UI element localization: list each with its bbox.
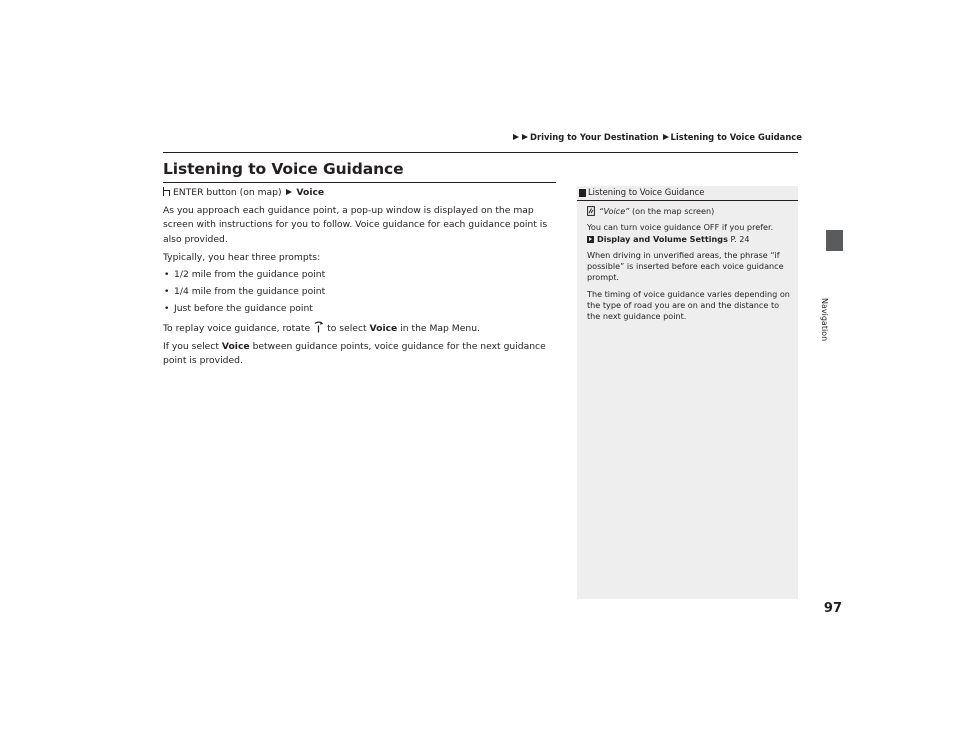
reference-arrow-icon [587, 236, 594, 243]
list-item-text: 1/4 mile from the guidance point [174, 286, 326, 298]
list-item [163, 302, 558, 316]
talk-button-icon [587, 206, 595, 216]
paragraph-popup: As you approach each guidance point, a pop-up window is displayed on the map screen with instructions for you to follow. Voice guidance for each guidance point is also provided. [163, 205, 548, 245]
bullet-icon: • [164, 303, 170, 315]
main-content [163, 160, 558, 368]
side-note-rule [577, 200, 798, 201]
list-item-text: 1/2 mile from the guidance point [174, 269, 326, 281]
reference-link[interactable]: Display and Volume Settings [597, 233, 728, 244]
path-arrow-icon [286, 189, 292, 195]
voice-command-line: “Voice” (on the map screen) [587, 206, 792, 217]
interface-dial-icon [313, 321, 324, 333]
breadcrumb-arrow-icon [663, 134, 669, 140]
side-note-title: Listening to Voice Guidance [588, 187, 705, 197]
list-item [163, 285, 558, 299]
breadcrumb-arrow-icon [513, 134, 519, 140]
page-number: 97 [823, 601, 842, 616]
note-marker-icon [579, 189, 586, 197]
menu-path-prefix: ENTER button (on map) [173, 187, 282, 198]
breadcrumb-item-driving[interactable]: Driving to Your Destination [530, 132, 659, 142]
paragraph-replay: To replay voice guidance, rotate to select Voice in the Map Menu. [163, 322, 480, 334]
home-button-icon [163, 187, 170, 196]
bullet-icon: • [164, 269, 170, 281]
note-unverified: When driving in unverified areas, the phrase “if possible” is inserted before each voice guidance prompt. [587, 249, 784, 283]
menu-path-target: Voice [296, 187, 325, 198]
side-note-body [587, 206, 792, 323]
paragraph-select-voice: If you select Voice between guidance points, voice guidance for the next guidance point is provided. [163, 340, 546, 367]
menu-path [163, 186, 558, 200]
paragraph-prompts: Typically, you hear three prompts: [163, 251, 321, 263]
note-turn-off: You can turn voice guidance OFF if you prefer. [587, 222, 774, 233]
section-tab-label: Navigation [820, 298, 829, 342]
breadcrumb [512, 132, 802, 142]
header-rule [163, 152, 798, 153]
title-rule [163, 182, 556, 183]
reference-page: P. 24 [730, 233, 750, 244]
list-item-text: Just before the guidance point [174, 303, 313, 315]
breadcrumb-arrow-icon [522, 134, 528, 140]
page-title: Listening to Voice Guidance [163, 160, 404, 178]
section-tab-marker [826, 230, 843, 251]
settings-reference[interactable] [587, 234, 792, 245]
side-note [577, 186, 798, 599]
note-timing: The timing of voice guidance varies depending on the type of road you are on and the distance to the next guidance point. [587, 288, 790, 322]
list-item [163, 268, 558, 282]
bullet-icon: • [164, 286, 170, 298]
breadcrumb-item-voice-guidance[interactable]: Listening to Voice Guidance [670, 132, 802, 142]
